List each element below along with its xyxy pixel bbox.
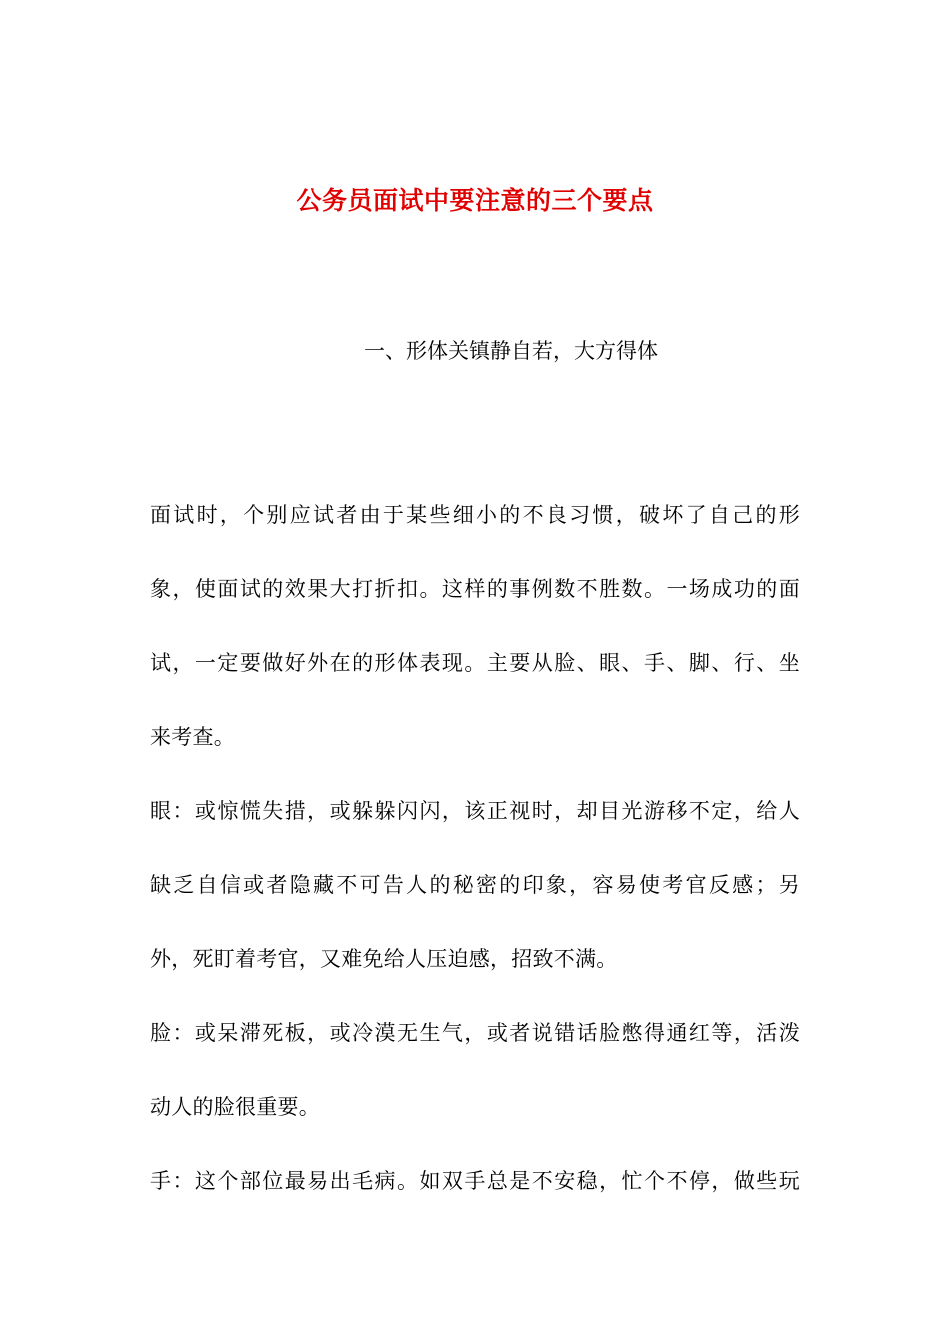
- paragraph-line: 手：这个部位最易出毛病。如双手总是不安稳，忙个不停，做些玩: [150, 1169, 800, 1193]
- paragraph-line: 象，使面试的效果大打折扣。这样的事例数不胜数。一场成功的面: [150, 577, 800, 601]
- document-title: 公务员面试中要注意的三个要点: [296, 186, 654, 215]
- paragraph-line: 脸：或呆滞死板，或冷漠无生气，或者说错话脸憋得通红等，活泼: [150, 1021, 800, 1045]
- paragraph-line: 缺乏自信或者隐藏不可告人的秘密的印象，容易使考官反感；另: [150, 873, 800, 897]
- paragraph-line: 外，死盯着考官，又难免给人压迫感，招致不满。: [150, 947, 618, 971]
- paragraph-line: 动人的脸很重要。: [150, 1095, 320, 1119]
- paragraph-line: 面试时，个别应试者由于某些细小的不良习惯，破坏了自己的形: [150, 503, 800, 527]
- paragraph-line: 眼：或惊慌失措，或躲躲闪闪，该正视时，却目光游移不定，给人: [150, 799, 800, 823]
- paragraph-line: 试，一定要做好外在的形体表现。主要从脸、眼、手、脚、行、坐: [150, 651, 800, 675]
- body-text: [150, 478, 800, 1218]
- section-heading: 一、形体关镇静自若，大方得体: [364, 339, 658, 363]
- paragraph-line: 来考查。: [150, 725, 235, 749]
